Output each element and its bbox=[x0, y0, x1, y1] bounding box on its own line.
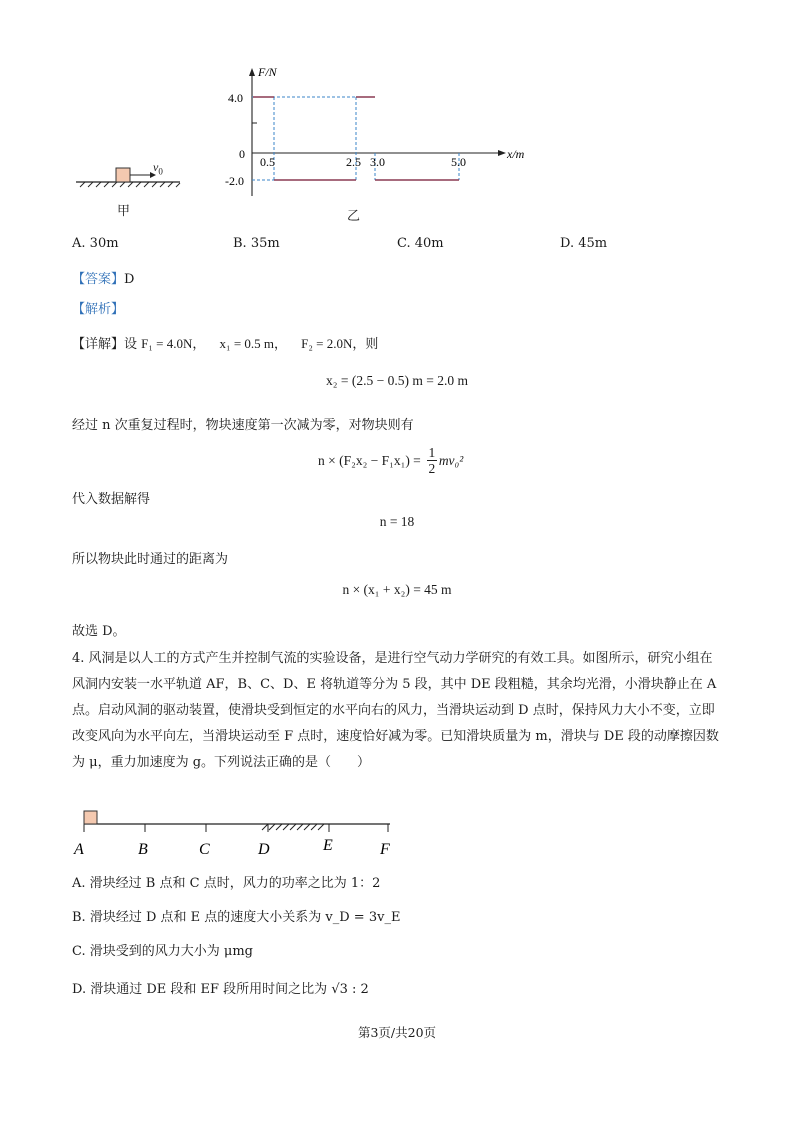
velocity-label: $v_0$ bbox=[153, 160, 163, 177]
point-d: D bbox=[258, 841, 270, 858]
answer-value: D bbox=[124, 272, 135, 287]
x-tick-2.5: 2.5 bbox=[346, 155, 361, 169]
analysis-line bbox=[72, 298, 124, 317]
y-tick-0: 0 bbox=[239, 147, 245, 161]
question4-stem: 4. 风洞是以人工的方式产生并控制气流的实验设备，是进行空气动力学研究的有效工具。如图所示，研究小组在风洞内安装一水平轨道 AF，B、C、D、E 将轨道等分为 5 段，其中 DE 段粗糙，其余均光滑，小滑块静止在 A 点。启动风洞的驱动装置，使滑块受到恒定的水平向右的风力，当滑块运动到 D 点时，保持风力大小不变，立即改变风向为水平向左，当滑块运动至 F 点时，速度恰好减为零。已知滑块质量为 m，滑块与 DE 段的动摩擦因数为 μ，重力加速度为 g。下列说法正确的是（ ） bbox=[72, 651, 719, 770]
analysis-tag: 【解析】 bbox=[72, 302, 125, 317]
eq-x1: x₁ = 0.5 m bbox=[219, 336, 275, 351]
option-c: C. 40m bbox=[397, 236, 444, 251]
point-e: E bbox=[323, 837, 333, 854]
x-axis-label: x/m bbox=[507, 147, 525, 161]
page-footer: 第3页/共20页 bbox=[357, 1025, 437, 1040]
detail-line3: 代入数据解得 bbox=[72, 492, 151, 507]
q4-option-a: A. 滑块经过 B 点和 C 点时，风力的功率之比为 1：2 bbox=[72, 876, 381, 891]
y-tick-4: 4.0 bbox=[228, 91, 243, 105]
block bbox=[116, 168, 130, 182]
answer-tag: 【答案】 bbox=[72, 272, 125, 287]
q4-option-c: C. 滑块受到的风力大小为 μmg bbox=[72, 944, 253, 959]
eq-f1: F₁ = 4.0N bbox=[141, 336, 193, 351]
detail-line2: 经过 n 次重复过程时，物块速度第一次减为零，对物块则有 bbox=[72, 418, 414, 433]
figure-jia-caption: 甲 bbox=[117, 204, 131, 219]
eq-x2: x₂ = (2.5 − 0.5) m = 2.0 m bbox=[326, 373, 468, 388]
graph-caption: 乙 bbox=[347, 209, 361, 224]
eq-distance: n × (x₁ + x₂) = 45 m bbox=[342, 582, 452, 597]
eq-f2: F₂ = 2.0N bbox=[301, 336, 353, 351]
y-tick-neg2: -2.0 bbox=[225, 174, 244, 188]
eq-energy: n × (F₂x₂ − F₁x₁) = $\frac{1}{2}$ mv₀² bbox=[318, 445, 464, 476]
x-tick-3.0: 3.0 bbox=[370, 155, 385, 169]
q4-option-d: D. 滑块通过 DE 段和 EF 段所用时间之比为 √3 : 2 bbox=[72, 982, 369, 997]
option-b: B. 35m bbox=[233, 236, 280, 251]
x-tick-5.0: 5.0 bbox=[451, 155, 466, 169]
point-f: F bbox=[380, 841, 390, 858]
point-b: B bbox=[138, 841, 148, 858]
option-a: A. 30m bbox=[72, 236, 119, 251]
eq-n18: n = 18 bbox=[379, 514, 415, 529]
force-displacement-graph bbox=[220, 62, 540, 202]
track-figure bbox=[70, 800, 410, 860]
q4-option-b: B. 滑块经过 D 点和 E 点的速度大小关系为 v_D = 3v_E bbox=[72, 910, 401, 925]
point-a: A bbox=[74, 841, 84, 858]
detail-tag: 【详解】 bbox=[72, 337, 125, 352]
slider-block bbox=[84, 811, 97, 824]
detail-line4: 所以物块此时通过的距离为 bbox=[72, 552, 229, 567]
detail-line: 【详解】设 F₁ = 4.0N， x₁ = 0.5 m， F₂ = 2.0N，则 bbox=[72, 336, 379, 352]
y-axis-label: F/N bbox=[258, 65, 277, 79]
option-d: D. 45m bbox=[560, 236, 608, 251]
answer-line bbox=[72, 268, 134, 287]
point-c: C bbox=[199, 841, 210, 858]
x-tick-0.5: 0.5 bbox=[260, 155, 275, 169]
conclusion: 故选 D。 bbox=[72, 624, 126, 639]
